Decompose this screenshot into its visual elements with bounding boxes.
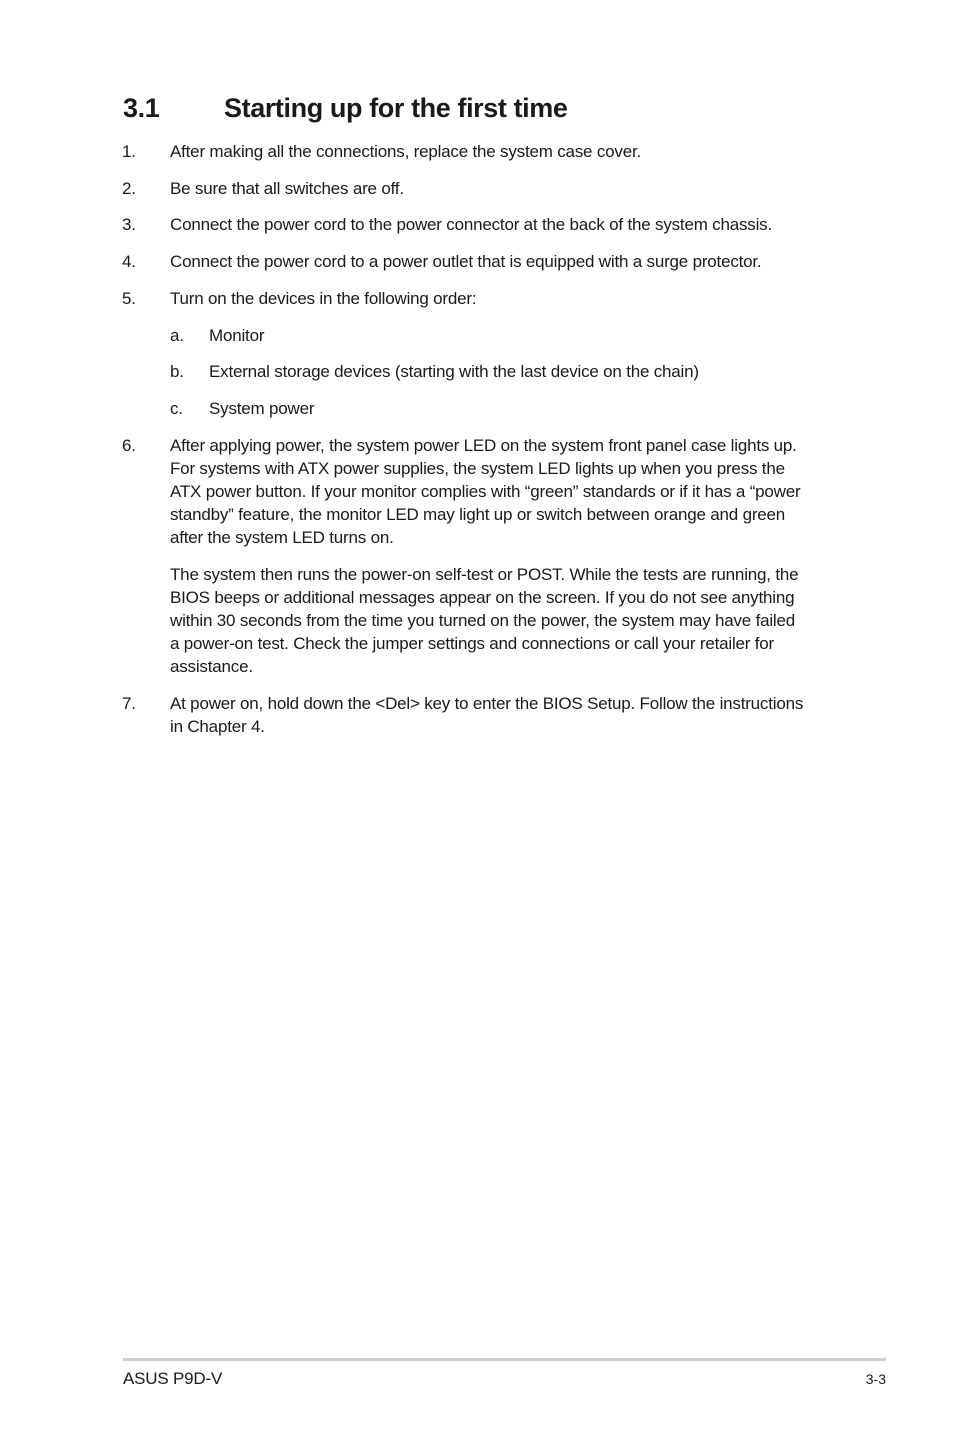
step-text: After making all the connections, replace the system case cover.	[170, 142, 641, 161]
substep-letter: b.	[170, 362, 184, 381]
step-text: After applying power, the system power LED on the system front panel case lights up. For systems with ATX power supplies, the system LED lights up when you press the ATX power button. If your monitor complies with “green” standards or if it has a “power standby” feature, the monitor LED may light up or switch between orange and green after the system LED turns on.	[170, 436, 801, 547]
substep-text: External storage devices (starting with the last device on the chain)	[209, 362, 699, 381]
step-text: Turn on the devices in the following order:	[170, 289, 477, 308]
step-text: At power on, hold down the <Del> key to enter the BIOS Setup. Follow the instructions in Chapter 4.	[170, 694, 804, 736]
substep-text: Monitor	[209, 326, 265, 345]
footer-page-number: 3-3	[865, 1371, 886, 1387]
step-text: Connect the power cord to a power outlet that is equipped with a surge protector.	[170, 252, 762, 271]
substep-letter: a.	[170, 326, 184, 345]
step-number: 3.	[122, 215, 136, 234]
step-text: Connect the power cord to the power connector at the back of the system chassis.	[170, 215, 772, 234]
step-text: Be sure that all switches are off.	[170, 179, 404, 198]
footer-divider	[123, 1358, 886, 1361]
step-number: 7.	[122, 694, 136, 713]
section-number: 3.1	[123, 93, 160, 123]
substep-letter: c.	[170, 399, 183, 418]
step-6-paragraph: The system then runs the power-on self-test or POST. While the tests are running, the BIOS beeps or additional messages appear on the screen. If you do not see anything within 30 seconds from the time you turned on the power, the system may have failed a power-on test. Check the jumper settings and connections or call your retailer for assistance.	[170, 565, 799, 676]
step-number: 6.	[122, 436, 136, 455]
step-number: 2.	[122, 179, 136, 198]
step-number: 1.	[122, 142, 136, 161]
step-number: 5.	[122, 289, 136, 308]
section-heading	[123, 88, 568, 128]
step-number: 4.	[122, 252, 136, 271]
section-title: Starting up for the first time	[224, 93, 568, 123]
substep-text: System power	[209, 399, 315, 418]
footer-product-name: ASUS P9D-V	[123, 1369, 223, 1388]
